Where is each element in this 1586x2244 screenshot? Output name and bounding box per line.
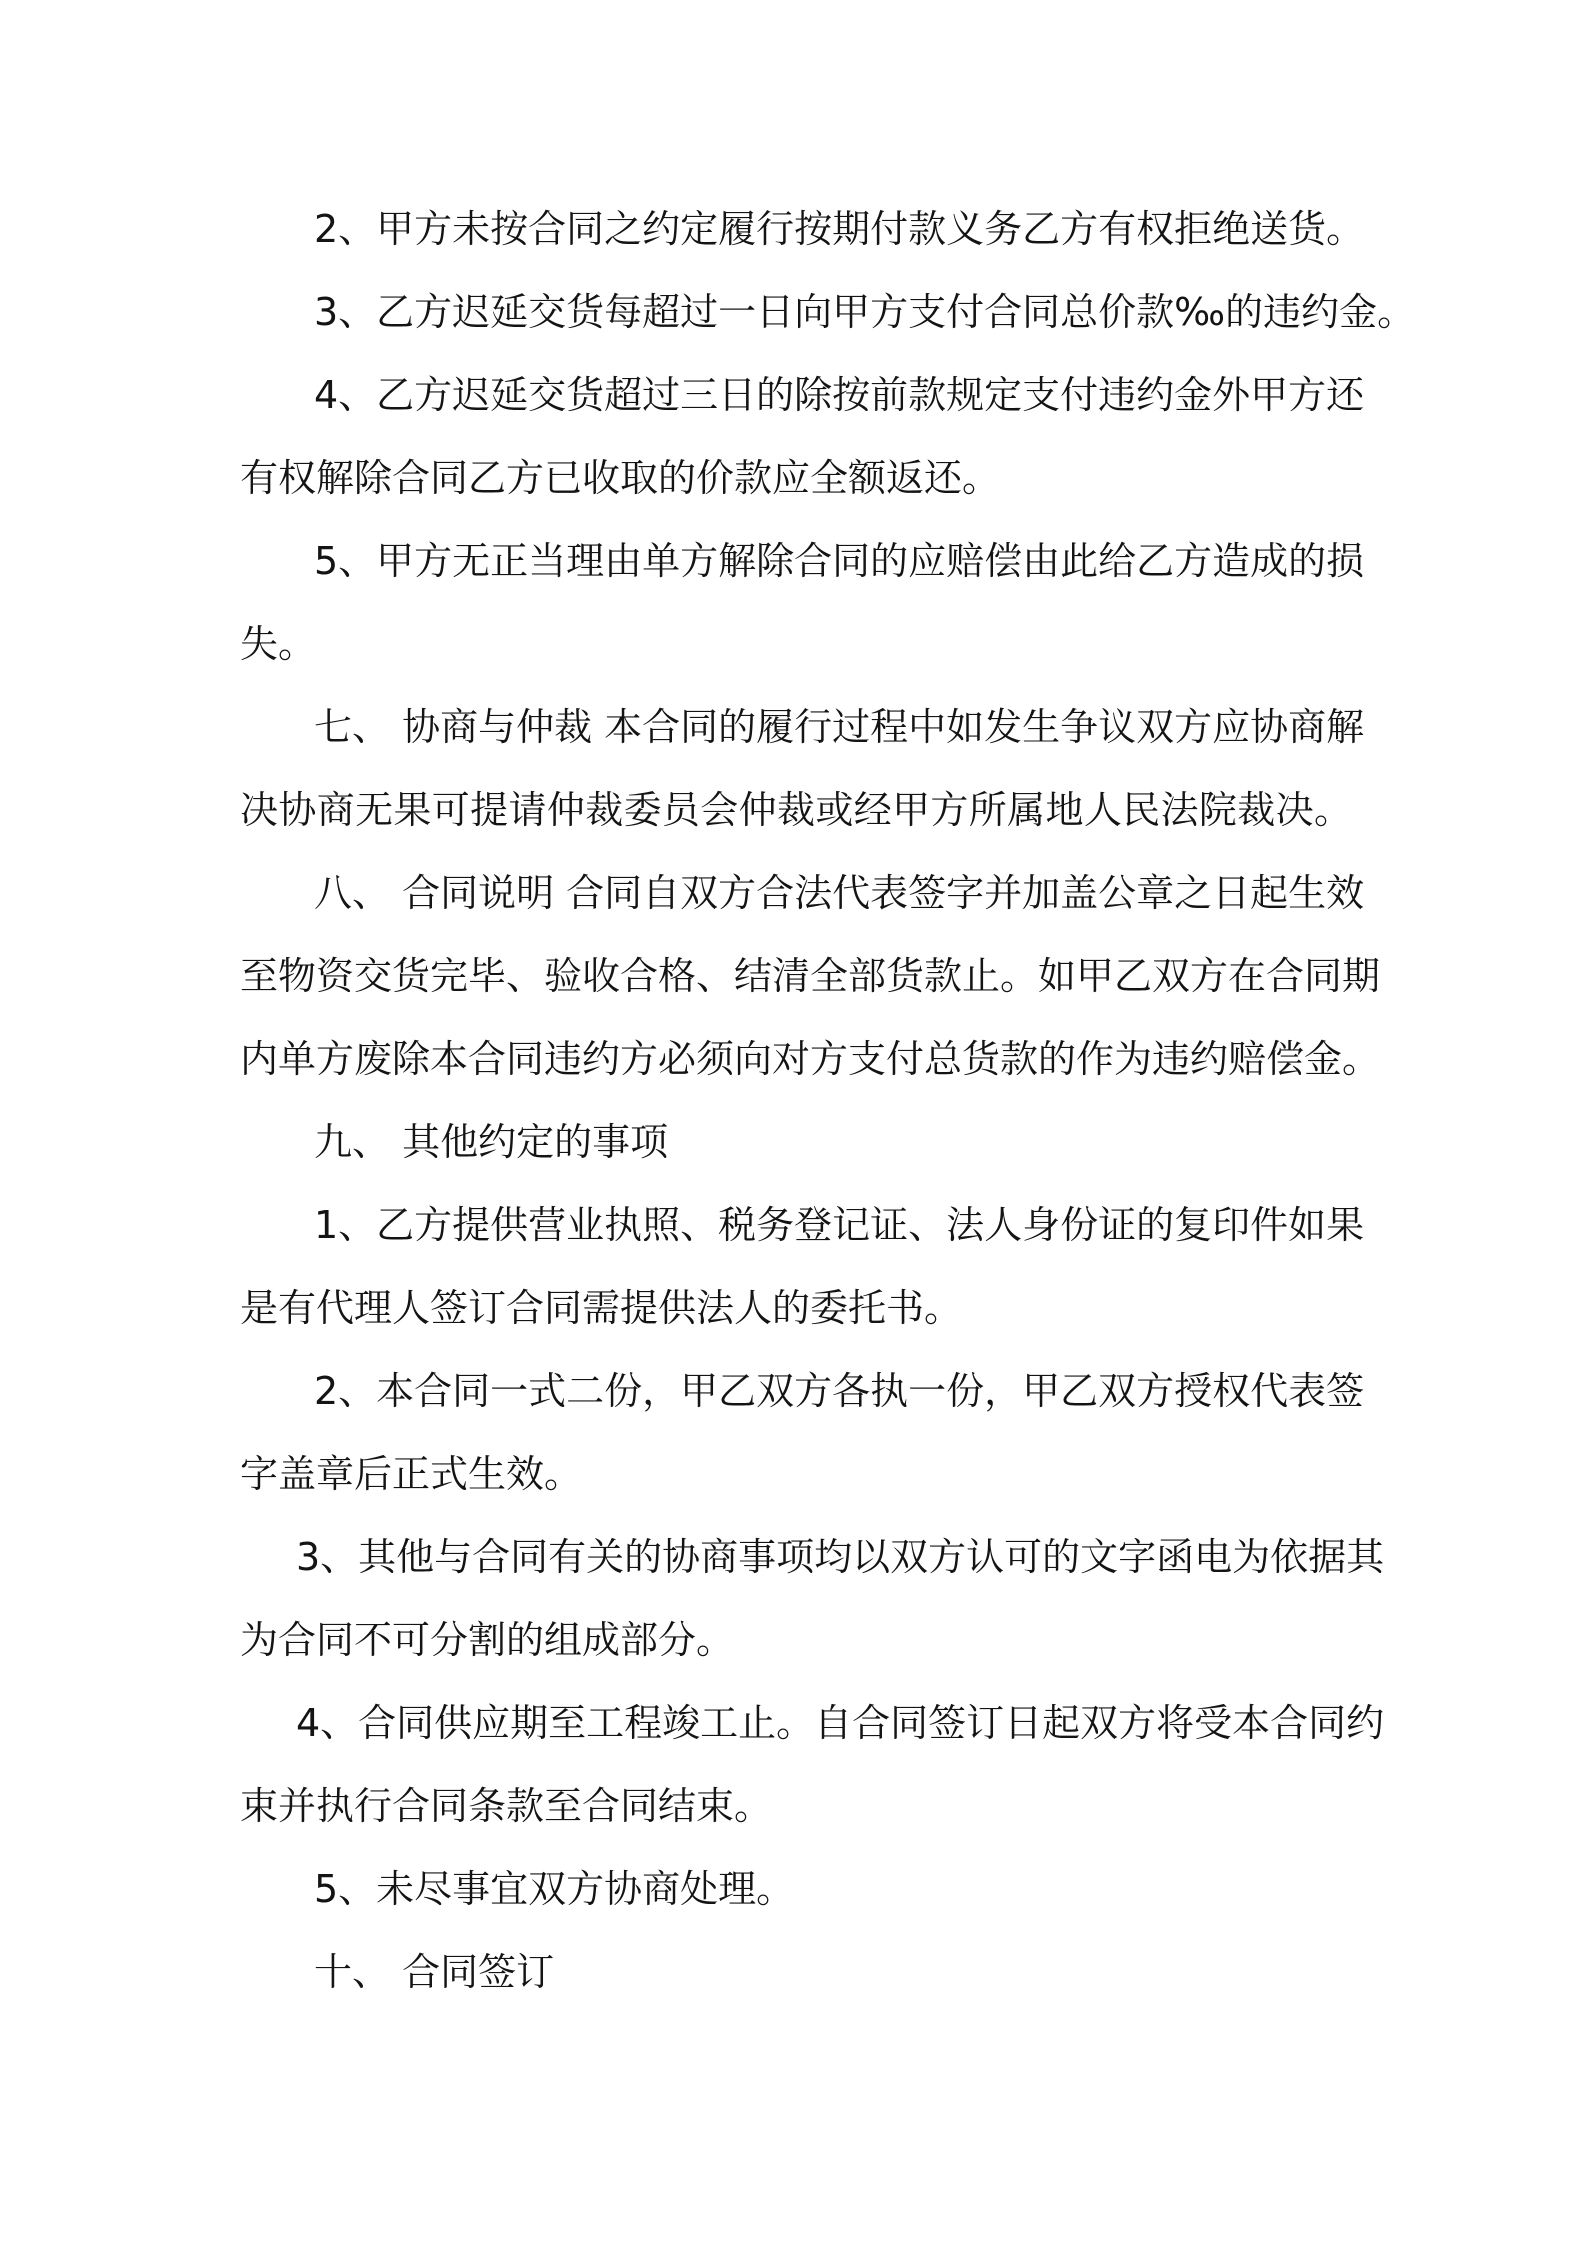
section-heading: 七、 协商与仲裁 本合同的履行过程中如发生争议双方应协商解 — [314, 705, 1365, 749]
text-line: 5、甲方无正当理由单方解除合同的应赔偿由此给乙方造成的损 — [314, 539, 1365, 583]
text-line: 1、乙方提供营业执照、税务登记证、法人身份证的复印件如果 — [314, 1203, 1365, 1247]
text-line: 3、其他与合同有关的协商事项均以双方认可的文字函电为依据其 — [296, 1535, 1385, 1579]
text-line: 字盖章后正式生效。 — [240, 1452, 583, 1496]
text-line: 内单方废除本合同违约方必须向对方支付总货款的作为违约赔偿金。 — [240, 1037, 1381, 1081]
section-heading: 十、 合同签订 — [314, 1950, 555, 1994]
text-line: 至物资交货完毕、验收合格、结清全部货款止。如甲乙双方在合同期 — [240, 954, 1381, 998]
text-line: 决协商无果可提请仲裁委员会仲裁或经甲方所属地人民法院裁决。 — [240, 788, 1352, 832]
text-line: 失。 — [240, 622, 317, 666]
text-line: 2、甲方未按合同之约定履行按期付款义务乙方有权拒绝送货。 — [314, 207, 1365, 251]
text-line: 4、合同供应期至工程竣工止。自合同签订日起双方将受本合同约 — [296, 1701, 1385, 1745]
text-line: 2、本合同一式二份，甲乙双方各执一份，甲乙双方授权代表签 — [314, 1369, 1365, 1413]
section-heading: 八、 合同说明 合同自双方合法代表签字并加盖公章之日起生效 — [314, 871, 1365, 915]
text-line: 4、乙方迟延交货超过三日的除按前款规定支付违约金外甲方还 — [314, 373, 1365, 417]
text-line: 为合同不可分割的组成部分。 — [240, 1618, 735, 1662]
text-line: 有权解除合同乙方已收取的价款应全额返还。 — [240, 456, 1001, 500]
text-line: 是有代理人签订合同需提供法人的委托书。 — [240, 1286, 963, 1330]
text-line: 5、未尽事宜双方协商处理。 — [314, 1867, 795, 1911]
text-line: 3、乙方迟延交货每超过一日向甲方支付合同总价款‰的违约金。 — [314, 290, 1416, 334]
section-heading: 九、 其他约定的事项 — [314, 1120, 669, 1164]
text-line: 束并执行合同条款至合同结束。 — [240, 1784, 773, 1828]
